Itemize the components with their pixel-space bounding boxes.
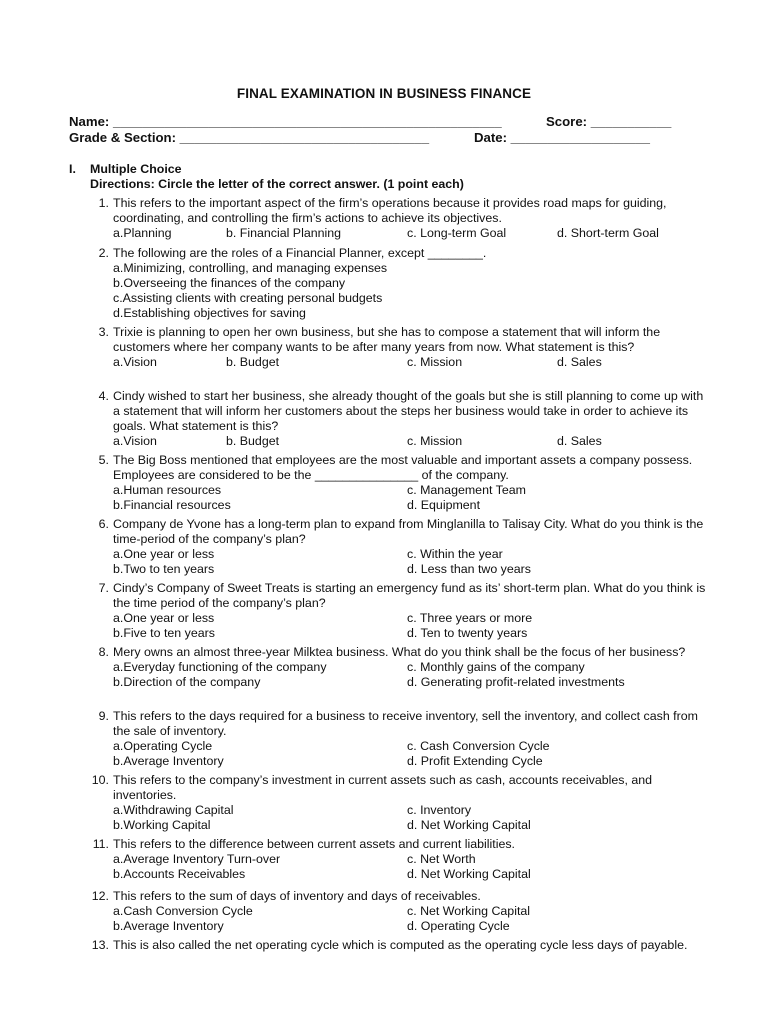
option-b: b.Two to ten years (113, 562, 215, 576)
option-c: c. Net Working Capital (407, 904, 531, 918)
option-d: d. Operating Cycle (407, 919, 510, 933)
option-c: c. Monthly gains of the company (407, 660, 585, 674)
options-row (113, 660, 707, 675)
score-field (546, 114, 671, 129)
question-number: 8. (98, 645, 109, 659)
option-d: d. Profit Extending Cycle (407, 754, 543, 768)
option-b: b. Financial Planning (226, 226, 342, 240)
section-heading: Multiple Choice (90, 162, 182, 176)
question-text: This refers to the difference between current assets and current liabilities. (113, 837, 515, 851)
option-c: c. Long-term Goal (407, 226, 507, 240)
question-number: 7. (98, 581, 109, 595)
options-row (113, 675, 707, 690)
question-text: Cindy wished to start her business, she already thought of the goals but she is still planning to come up with a statement that will inform her customers about the steps her business would take in order to achieve its goals. What statement is this? (113, 389, 704, 433)
question (87, 773, 707, 833)
exam-title: FINAL EXAMINATION IN BUSINESS FINANCE (236, 86, 532, 101)
options-row (113, 261, 707, 276)
options-row (113, 562, 707, 577)
option-a: a.One year or less (113, 611, 215, 625)
question (87, 581, 707, 641)
option-b: b.Financial resources (113, 498, 231, 512)
option-d: d. Equipment (407, 498, 481, 512)
option-d: d. Net Working Capital (407, 818, 531, 832)
options-row (113, 291, 707, 306)
option-d: d. Net Working Capital (407, 867, 531, 881)
question (87, 389, 707, 449)
option-d: d. Ten to twenty years (407, 626, 528, 640)
options-row (113, 226, 707, 241)
question-text: This is also called the net operating cycle which is computed as the operating cycle less days of payable. (113, 938, 688, 952)
options-row (113, 355, 707, 370)
option-c: c. Three years or more (407, 611, 533, 625)
options-row (113, 818, 707, 833)
option-a: a.Planning (113, 226, 172, 240)
option-a: a.One year or less (113, 547, 215, 561)
question (87, 517, 707, 577)
option-a: a.Minimizing, controlling, and managing expenses (113, 261, 388, 275)
question-text: Mery owns an almost three-year Milktea business. What do you think shall be the focus of her business? (113, 645, 686, 659)
options-row (113, 739, 707, 754)
options-row (113, 626, 707, 641)
question-text: Company de Yvone has a long-term plan to expand from Minglanilla to Talisay City. What do you think is the time-period of the company’s plan? (113, 517, 704, 546)
option-c: c. Mission (407, 355, 463, 369)
question-number: 13. (91, 938, 109, 952)
options-row (113, 803, 707, 818)
grade-section-label: Grade & Section: (69, 130, 176, 145)
grade-section-field (69, 130, 429, 145)
option-b: b.Overseeing the finances of the company (113, 276, 346, 290)
question-number: 11. (92, 837, 109, 851)
question (87, 453, 707, 513)
date-label: Date: (474, 130, 507, 145)
grade-section-blank: __________________________________ (179, 130, 430, 145)
option-a: a.Average Inventory Turn-over (113, 852, 281, 866)
option-a: a.Withdrawing Capital (113, 803, 234, 817)
option-b: b.Working Capital (113, 818, 211, 832)
options-row (113, 904, 707, 919)
options-row (113, 498, 707, 513)
question (87, 196, 707, 241)
question-text: This refers to the company’s investment in current assets such as cash, accounts receivables, and inventories. (113, 773, 653, 802)
question (87, 938, 707, 953)
question (87, 889, 707, 934)
question-text: The Big Boss mentioned that employees are the most valuable and important assets a company possess. Employees are considered to be the _______________ of the company. (113, 453, 693, 482)
options-row (113, 434, 707, 449)
question (87, 837, 707, 882)
question-number: 4. (98, 389, 109, 403)
option-b: b.Direction of the company (113, 675, 261, 689)
options-row (113, 547, 707, 562)
question-text: Cindy’s Company of Sweet Treats is starting an emergency fund as its’ short-term plan. What do you think is the time period of the company’s plan? (113, 581, 706, 610)
question-number: 3. (98, 325, 109, 339)
section-directions: Directions: Circle the letter of the correct answer. (1 point each) (90, 177, 464, 191)
date-blank: ___________________ (510, 130, 651, 145)
question (87, 709, 707, 769)
question-number: 2. (98, 246, 109, 260)
option-a: a.Operating Cycle (113, 739, 213, 753)
option-a: a.Everyday functioning of the company (113, 660, 327, 674)
name-label: Name: (69, 114, 110, 129)
option-d: d. Less than two years (407, 562, 531, 576)
options-row (113, 852, 707, 867)
option-a: a.Vision (113, 355, 157, 369)
score-label: Score: (546, 114, 588, 129)
option-c: c. Management Team (407, 483, 526, 497)
option-d: d. Short-term Goal (557, 226, 659, 240)
option-d: d.Establishing objectives for saving (113, 306, 306, 320)
options-row (113, 919, 707, 934)
question-text: This refers to the days required for a business to receive inventory, sell the inventory, and collect cash from the sale of inventory. (113, 709, 698, 738)
name-blank: _____________________________________________________ (112, 114, 502, 129)
option-c: c. Mission (407, 434, 463, 448)
option-b: b.Accounts Receivables (113, 867, 246, 881)
option-b: b.Average Inventory (113, 919, 224, 933)
options-row (113, 611, 707, 626)
option-c: c. Within the year (407, 547, 503, 561)
option-b: b.Five to ten years (113, 626, 215, 640)
question (87, 246, 707, 321)
option-d: d. Sales (557, 355, 602, 369)
question (87, 645, 707, 690)
option-a: a.Cash Conversion Cycle (113, 904, 253, 918)
option-d: d. Sales (557, 434, 602, 448)
options-row (113, 754, 707, 769)
option-b: b.Average Inventory (113, 754, 224, 768)
option-b: b. Budget (226, 355, 280, 369)
option-a: a.Vision (113, 434, 157, 448)
option-a: a.Human resources (113, 483, 222, 497)
score-blank: ___________ (590, 114, 672, 129)
question-number: 10. (91, 773, 109, 787)
section-numeral: I. (69, 162, 76, 176)
options-row (113, 306, 707, 321)
question (87, 325, 707, 370)
option-c: c.Assisting clients with creating personal budgets (113, 291, 383, 305)
option-b: b. Budget (226, 434, 280, 448)
question-text: This refers to the sum of days of inventory and days of receivables. (113, 889, 481, 903)
date-field (474, 130, 650, 145)
question-number: 5. (98, 453, 109, 467)
options-row (113, 867, 707, 882)
options-row (113, 276, 707, 291)
question-number: 12. (91, 889, 109, 903)
question-number: 6. (98, 517, 109, 531)
option-c: c. Inventory (407, 803, 472, 817)
options-row (113, 483, 707, 498)
option-d: d. Generating profit-related investments (407, 675, 625, 689)
question-text: The following are the roles of a Financial Planner, except ________. (113, 246, 487, 260)
question-text: This refers to the important aspect of the firm’s operations because it provides road maps for guiding, coordinating, and controlling the firm’s actions to achieve its objectives. (113, 196, 667, 225)
option-c: c. Cash Conversion Cycle (407, 739, 550, 753)
question-text: Trixie is planning to open her own business, but she has to compose a statement that will inform the customers where her company wants to be after many years from now. What statement is this? (113, 325, 661, 354)
name-field (69, 114, 502, 129)
question-number: 1. (98, 196, 109, 210)
option-c: c. Net Worth (407, 852, 476, 866)
question-number: 9. (98, 709, 109, 723)
